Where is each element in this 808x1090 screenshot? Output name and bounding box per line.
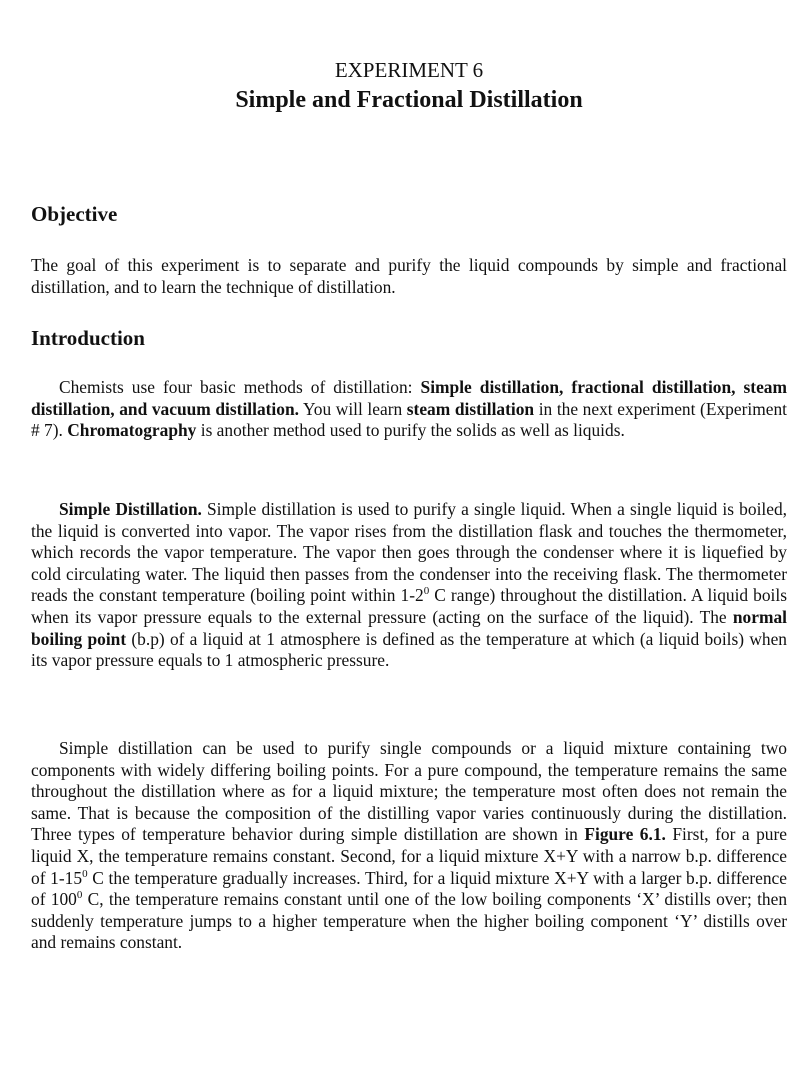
- text-run: Simple distillation is used to purify a single liquid. When a single liquid is boiled, the liquid is converted into vapor. The vapor rises from the distillation flask and touches the thermometer, which records the vapor temperature. The vapor then goes through the condenser where it is liquefied by cold circulating water. The liquid then passes from the condenser into the receiving flask. The thermometer reads the constant temperature (boiling point within 1-2: [31, 499, 788, 606]
- superscript: 0: [423, 585, 430, 598]
- text-run: C, the temperature remains constant until one of the low boiling components ‘X’ distills over; then suddenly temperature jumps to a higher temperature when the higher boiling component ‘Y’ distills over and remains constant.: [31, 889, 788, 953]
- text-run: is another method used to purify the solids as well as liquids.: [196, 420, 625, 441]
- experiment-number: EXPERIMENT 6: [334, 58, 484, 82]
- text-run: (b.p) of a liquid at 1 atmosphere is defined as the temperature at which (a liquid boils) when its vapor pressure equals to 1 atmospheric pressure.: [31, 628, 787, 671]
- intro-paragraph-methods: [31, 377, 787, 442]
- bold-run: Simple distillation, fractional distillation, steam distillation, and vacuum distillation.: [31, 377, 787, 419]
- simple-distillation-paragraph: [31, 499, 787, 672]
- page-title: Simple and Fractional Distillation: [235, 87, 583, 113]
- bold-run: Chromatography: [67, 420, 197, 441]
- superscript: 0: [76, 889, 83, 902]
- objective-heading: Objective: [31, 202, 118, 226]
- bold-run: normal boiling point: [31, 606, 787, 649]
- text-run: C the temperature gradually increases. Third, for a liquid mixture X+Y with a larger b.p. difference of 100: [31, 867, 787, 910]
- bold-run: Simple Distillation.: [59, 499, 202, 519]
- mixture-distillation-paragraph: [31, 738, 787, 954]
- superscript: 0: [82, 867, 88, 880]
- introduction-heading: Introduction: [31, 326, 145, 350]
- text-run: C range) throughout the distillation. A liquid boils when its vapor pressure equals to the external pressure (acting on the surface of the liquid). The: [31, 585, 787, 627]
- bold-run: Figure 6.1.: [584, 824, 666, 845]
- objective-paragraph: The goal of this experiment is to separate and purify the liquid compounds by simple and fractional distillation, and to learn the technique of distillation.: [31, 255, 787, 297]
- text-run: First, for a pure liquid X, the temperature remains constant. Second, for a liquid mixture X+Y with a narrow b.p. difference of 1-15: [31, 824, 787, 888]
- text-run: in the next experiment (Experiment # 7).: [31, 398, 787, 441]
- text-run: You will learn: [298, 398, 407, 419]
- text-run: Chemists use four basic methods of distillation:: [59, 377, 421, 397]
- text-run: Simple distillation can be used to purify single compounds or a liquid mixture containing two components with widely differing boiling points. For a pure compound, the temperature remains the same throughout the distillation where as for a liquid mixture; the temperature most often does not remain the same. That is because the composition of the distilling vapor varies continuously during the distillation. Three types of temperature behavior during simple distillation are shown in: [31, 738, 787, 845]
- bold-run: steam distillation: [406, 398, 535, 419]
